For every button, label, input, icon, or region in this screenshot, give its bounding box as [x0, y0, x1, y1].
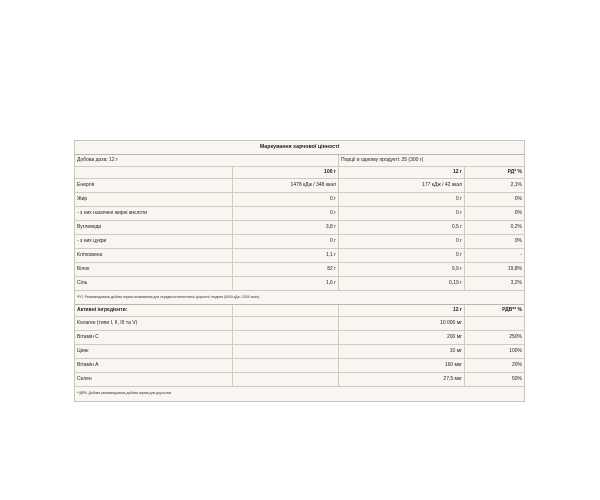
per-serving-value: 10 000 мг [339, 317, 465, 330]
header-rd-percent: РД* % [507, 169, 522, 175]
rd-percent-value: 0,2% [510, 224, 522, 230]
per-100g-value: 3,8 г [233, 221, 339, 234]
table-row [75, 207, 524, 221]
nutrient-name: Білок [75, 263, 233, 276]
nutrient-name: Вуглеводи [75, 221, 233, 234]
per-serving-value: 9,9 г [339, 263, 465, 276]
rd-percent-value [465, 317, 524, 330]
per-serving-value: 160 мкг [339, 359, 465, 372]
nutrition-table-title: Маркування харчової цінності [75, 141, 524, 155]
rd-percent-value: 0% [514, 238, 522, 244]
per-serving-value: 10 мг [339, 345, 465, 358]
header-per-100g: 100 г [233, 167, 339, 178]
header-empty-cell [75, 167, 233, 178]
actives-header-per-serving: 12 г [339, 305, 465, 316]
actives-footnote-row [75, 387, 524, 401]
rd-percent-value: 2,1% [510, 182, 522, 188]
rd-percent-value: 100% [509, 348, 522, 354]
per-serving-value: 0 г [339, 249, 465, 262]
per-100g-value: 1,6 г [233, 277, 339, 290]
empty-cell [233, 373, 339, 386]
table-row [75, 345, 524, 359]
actives-footnote: **ДРВ: Добова рекомендована добова норма для дорослих. [77, 391, 173, 396]
rd-percent-value: 50% [511, 376, 522, 382]
nutrient-name: - з них насичені жирні кислоти [75, 207, 233, 220]
table-row [75, 221, 524, 235]
nutrient-name: Сіль [75, 277, 233, 290]
rd-percent-value: 20% [511, 362, 522, 368]
per-serving-value: 0 г [339, 193, 465, 206]
nutrient-name: Клітковина [75, 249, 233, 262]
actives-header-row [75, 305, 524, 317]
per-100g-value: 82 г [233, 263, 339, 276]
rd-percent-value: 19,8% [507, 266, 522, 272]
per-serving-value: 177 кДж / 42 ккал [339, 179, 465, 192]
empty-cell [233, 331, 339, 344]
ingredient-name: Вітамін А [75, 359, 233, 372]
per-100g-value: 0 г [233, 193, 339, 206]
ingredient-name: Селен [75, 373, 233, 386]
per-serving-value: 0,19 г [339, 277, 465, 290]
nutrition-header-row [75, 167, 524, 179]
rd-percent-value: 250% [509, 334, 522, 340]
nutrient-name: Енергія [75, 179, 233, 192]
per-serving-value: 0 г [339, 207, 465, 220]
empty-cell [233, 317, 339, 330]
header-per-serving: 12 г [339, 167, 465, 178]
serving-info-row [75, 155, 524, 167]
daily-dose-cell: Добова доза: 12 г [75, 155, 339, 166]
table-row [75, 179, 524, 193]
table-row [75, 249, 524, 263]
table-row [75, 331, 524, 345]
nutrition-label-panel [74, 140, 525, 402]
rd-percent-value: 3,2% [510, 280, 522, 286]
per-100g-value: 1478 кДж / 348 ккал [233, 179, 339, 192]
table-row [75, 317, 524, 331]
table-row [75, 235, 524, 249]
servings-cell: Порції в одному продукті: 25 (300 г) [341, 157, 424, 163]
per-serving-value: 0 г [339, 235, 465, 248]
empty-cell [233, 359, 339, 372]
nutrition-footnote: *РС: Рекомендована добова норма споживання для середньостатистичної дорослої людини (8400 кДж / 2000 ккал). [77, 294, 261, 299]
ingredient-name: Колаген (типи I, II, III та V) [75, 317, 233, 330]
per-serving-value: 27,5 мкг [339, 373, 465, 386]
empty-cell [233, 345, 339, 358]
header-empty-cell [233, 305, 339, 316]
table-row [75, 277, 524, 291]
table-row [75, 359, 524, 373]
table-row [75, 373, 524, 387]
table-row [75, 263, 524, 277]
actives-header-rd-percent: РДВ** % [502, 307, 522, 313]
table-row [75, 193, 524, 207]
per-100g-value: 0 г [233, 207, 339, 220]
rd-percent-value: - [520, 252, 522, 258]
per-100g-value: 1,1 г [233, 249, 339, 262]
rd-percent-value: 0% [514, 210, 522, 216]
rd-percent-value: 0% [514, 196, 522, 202]
per-serving-value: 0,5 г [339, 221, 465, 234]
nutrient-name: Жир [75, 193, 233, 206]
ingredient-name: Цинк [75, 345, 233, 358]
nutrient-name: - з них цукри [75, 235, 233, 248]
ingredient-name: Вітамін С [75, 331, 233, 344]
nutrition-footnote-row [75, 291, 524, 305]
per-100g-value: 0 г [233, 235, 339, 248]
per-serving-value: 200 мг [339, 331, 465, 344]
actives-header-label: Активні інгредієнти: [75, 305, 233, 316]
